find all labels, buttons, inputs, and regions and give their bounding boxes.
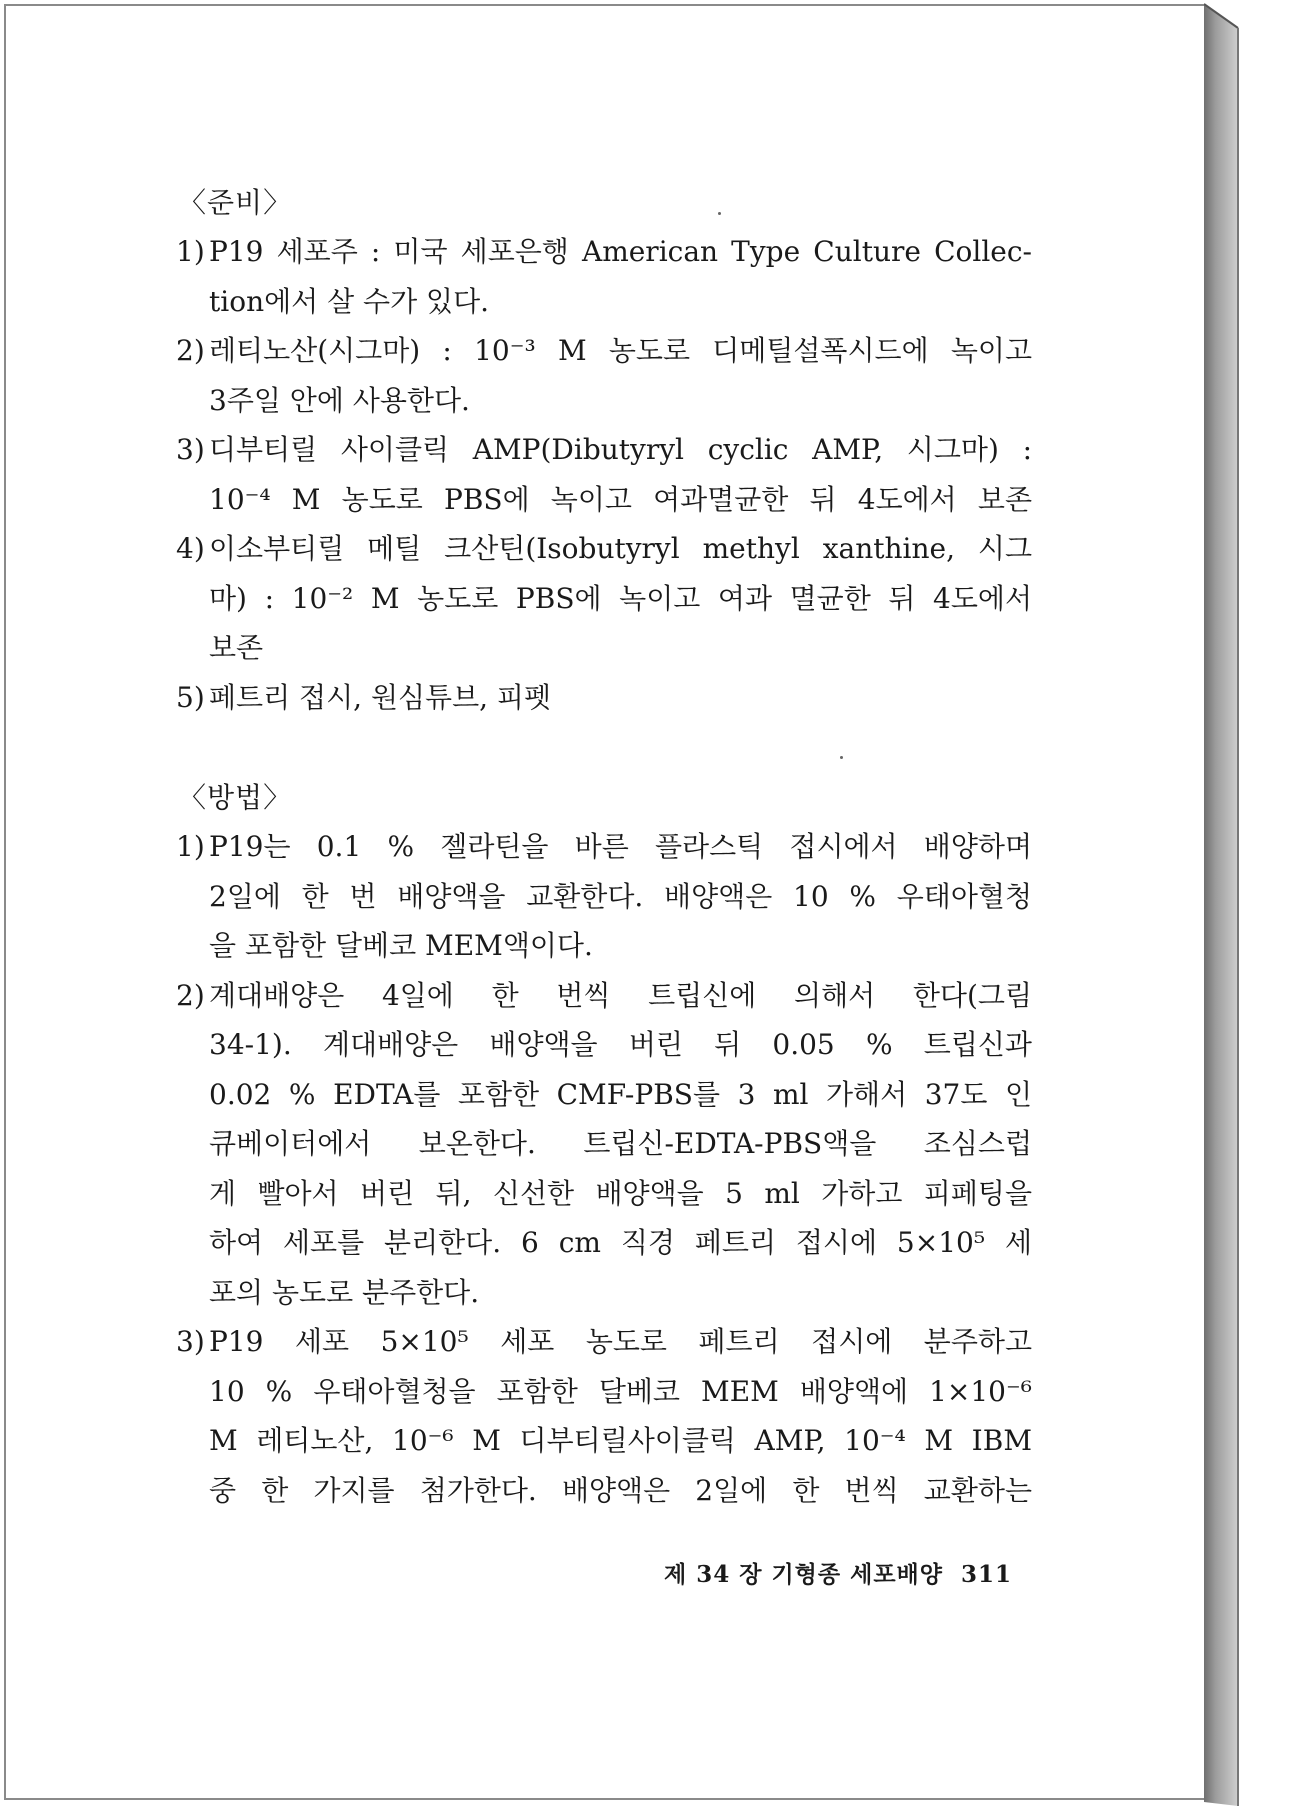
text-line: 3주일 안에 사용한다.: [209, 383, 470, 417]
preparation-item-1: [176, 228, 1032, 327]
item-number: 4): [176, 532, 205, 565]
text-line: 하여 세포를 분리한다. 6 cm 직경 페트리 접시에 5×10⁵ 세: [209, 1226, 1032, 1259]
method-item-1: [176, 823, 1032, 972]
chapter-title: 제 34 장 기형종 세포배양: [663, 1561, 943, 1588]
text-line: tion에서 살 수가 있다.: [209, 284, 490, 318]
text-line: 2일에 한 번 배양액을 교환한다. 배양액은 10 % 우태아혈청: [209, 879, 1032, 913]
preparation-item-2: [176, 327, 1032, 426]
text-line: 게 빨아서 버린 뒤, 신선한 배양액을 5 ml 가하고 피페팅을: [209, 1176, 1032, 1210]
text-line: 0.02 % EDTA를 포함한 CMF-PBS를 3 ml 가해서 37도 인: [209, 1077, 1032, 1111]
text-line: 10⁻⁴ M 농도로 PBS에 녹이고 여과멸균한 뒤 4도에서 보존: [209, 482, 1032, 516]
text-line: P19 세포 5×10⁵ 세포 농도로 페트리 접시에 분주하고: [209, 1325, 1032, 1358]
text-line: M 레티노산, 10⁻⁶ M 디부티릴사이클릭 AMP, 10⁻⁴ M IBM: [209, 1424, 1032, 1457]
section-spacer: [176, 723, 1032, 773]
item-number: 3): [176, 433, 205, 466]
text-line: 포의 농도로 분주한다.: [209, 1275, 480, 1309]
preparation-item-5: [176, 674, 1032, 724]
method-heading: 〈방법〉: [178, 781, 293, 814]
page-edge-shadow: [1204, 0, 1304, 1806]
item-number: 2): [176, 978, 205, 1012]
page-footer: [652, 1556, 1012, 1589]
item-number: 2): [176, 334, 205, 367]
text-line: 디부티릴 사이클릭 AMP(Dibutyryl cyclic AMP, 시그마) :: [209, 433, 1032, 466]
preparation-item-3: [176, 426, 1032, 525]
method-item-2: [176, 972, 1032, 1319]
text-line: 보존: [209, 631, 264, 664]
preparation-heading: 〈준비〉: [178, 186, 293, 219]
method-item-3: [176, 1318, 1032, 1516]
page-body: [176, 178, 1032, 1516]
text-line: 34-1). 계대배양은 배양액을 버린 뒤 0.05 % 트립신과: [209, 1028, 1032, 1061]
text-line: 10 % 우태아혈청을 포함한 달베코 MEM 배양액에 1×10⁻⁶: [209, 1374, 1032, 1408]
preparation-item-4: [176, 525, 1032, 674]
text-line: 마) : 10⁻² M 농도로 PBS에 녹이고 여과 멸균한 뒤 4도에서: [209, 581, 1032, 615]
text-line: 레티노산(시그마) : 10⁻³ M 농도로 디메틸설폭시드에 녹이고: [209, 334, 1032, 367]
text-line: 계대배양은 4일에 한 번씩 트립신에 의해서 한다(그림: [209, 978, 1032, 1012]
text-line: 중 한 가지를 첨가한다. 배양액은 2일에 한 번씩 교환하는: [209, 1473, 1032, 1507]
item-number: 1): [176, 235, 205, 268]
text-line: 이소부티릴 메틸 크산틴(Isobutyryl methyl xanthine, 시그: [209, 532, 1032, 565]
text-line: P19는 0.1 % 젤라틴을 바른 플라스틱 접시에서 배양하며: [209, 830, 1032, 863]
page-number: 311: [960, 1561, 1012, 1588]
text-line: 페트리 접시, 원심튜브, 피펫: [209, 680, 552, 714]
text-line: 큐베이터에서 보온한다. 트립신-EDTA-PBS액을 조심스럽: [209, 1127, 1032, 1160]
item-number: 3): [176, 1325, 205, 1358]
text-line: 을 포함한 달베코 MEM액이다.: [209, 929, 593, 962]
item-number: 5): [176, 680, 205, 714]
item-number: 1): [176, 830, 205, 863]
text-line: P19 세포주 : 미국 세포은행 American Type Culture Collec-: [209, 235, 1032, 268]
